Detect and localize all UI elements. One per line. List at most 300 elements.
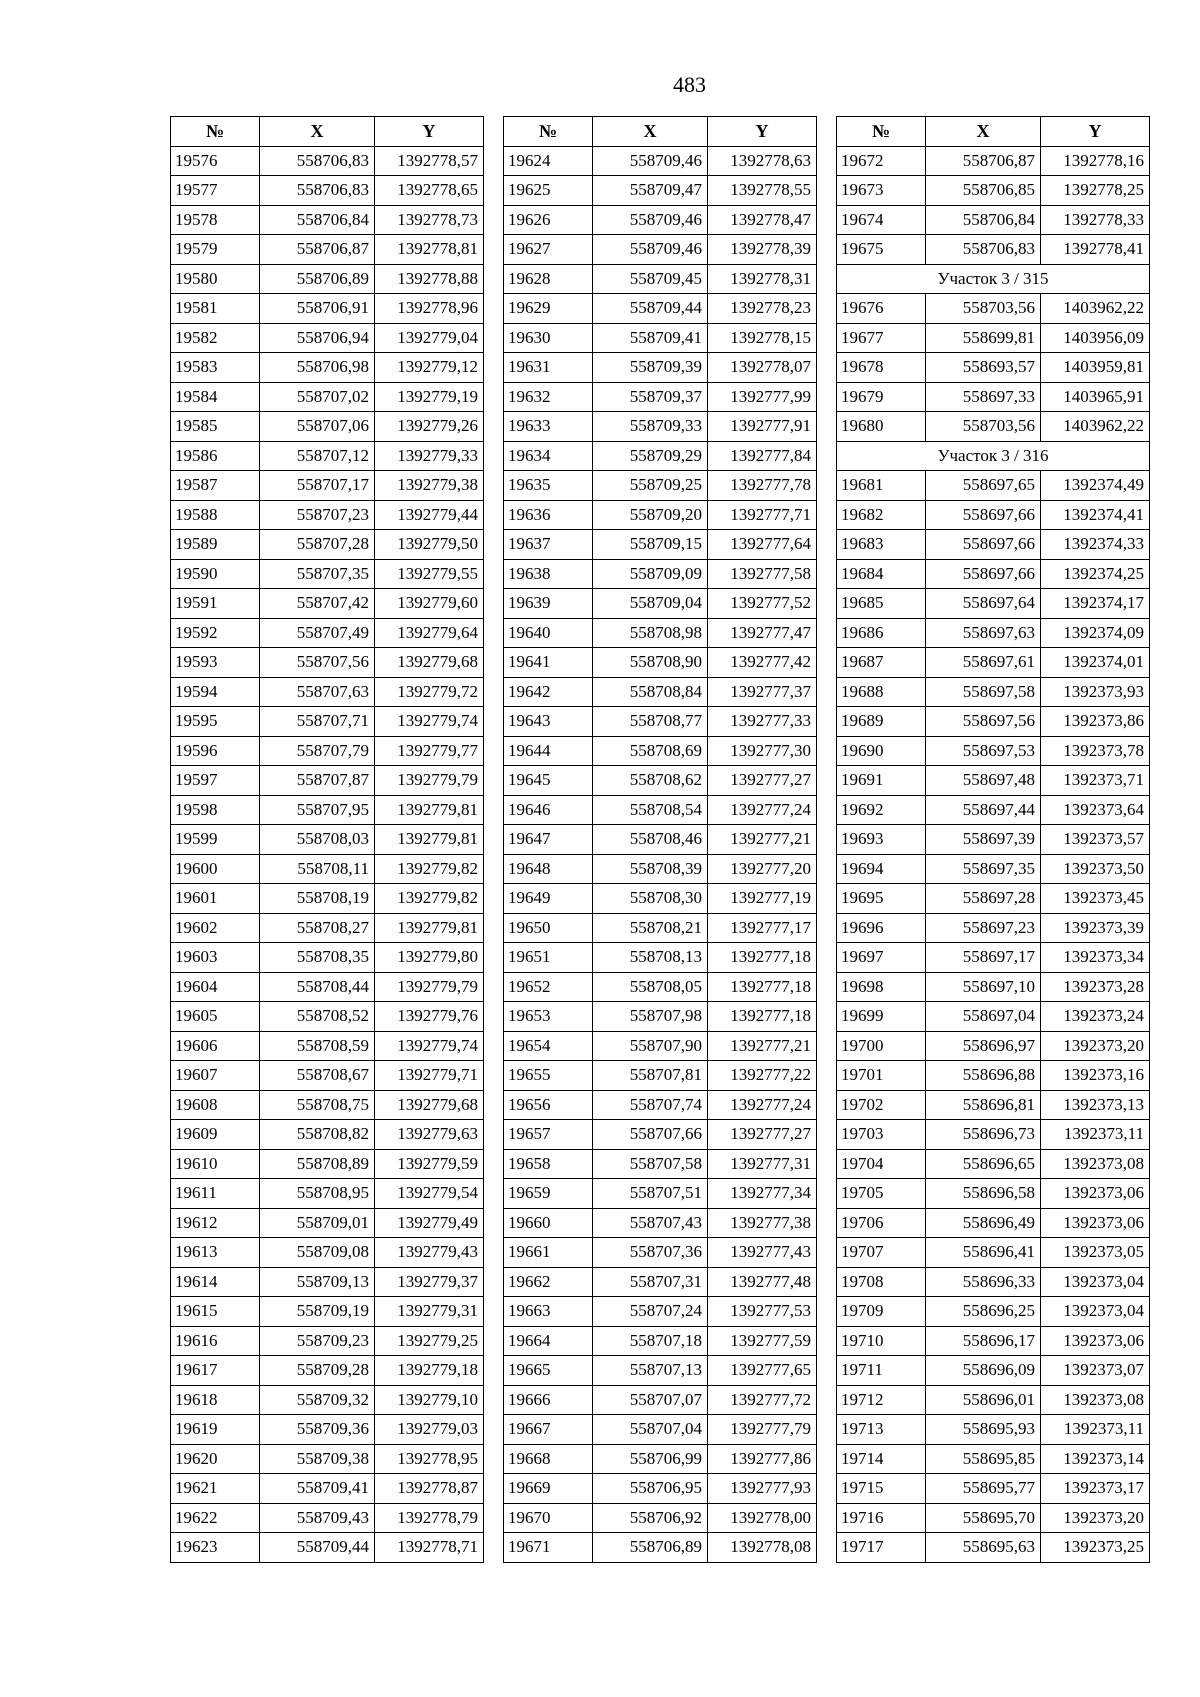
point-number-cell: 19627	[504, 235, 593, 265]
x-coordinate-cell: 558708,82	[260, 1120, 375, 1150]
y-coordinate-cell: 1392778,81	[375, 235, 484, 265]
table-row	[837, 972, 1150, 1002]
x-coordinate-cell: 558697,64	[926, 589, 1041, 619]
x-coordinate-cell: 558708,69	[593, 736, 708, 766]
y-coordinate-cell: 1392777,48	[708, 1267, 817, 1297]
point-number-cell: 19584	[171, 382, 260, 412]
x-coordinate-cell: 558707,18	[593, 1326, 708, 1356]
table-row	[504, 382, 817, 412]
point-number-cell: 19716	[837, 1503, 926, 1533]
table-row	[837, 1474, 1150, 1504]
y-coordinate-cell: 1392373,20	[1041, 1031, 1150, 1061]
table-row	[171, 795, 484, 825]
table-row	[504, 1149, 817, 1179]
y-coordinate-cell: 1392777,24	[708, 1090, 817, 1120]
point-number-cell: 19622	[171, 1503, 260, 1533]
x-coordinate-cell: 558697,58	[926, 677, 1041, 707]
y-coordinate-cell: 1392778,00	[708, 1503, 817, 1533]
x-coordinate-cell: 558696,17	[926, 1326, 1041, 1356]
y-coordinate-cell: 1392373,17	[1041, 1474, 1150, 1504]
x-coordinate-cell: 558707,98	[593, 1002, 708, 1032]
table-row	[171, 1031, 484, 1061]
y-coordinate-cell: 1392779,68	[375, 648, 484, 678]
x-coordinate-cell: 558708,98	[593, 618, 708, 648]
point-number-cell: 19714	[837, 1444, 926, 1474]
table-row	[171, 530, 484, 560]
y-coordinate-cell: 1392779,68	[375, 1090, 484, 1120]
y-coordinate-cell: 1392779,81	[375, 795, 484, 825]
y-coordinate-cell: 1392373,06	[1041, 1179, 1150, 1209]
y-coordinate-cell: 1392778,71	[375, 1533, 484, 1563]
y-coordinate-cell: 1392777,58	[708, 559, 817, 589]
point-number-cell: 19692	[837, 795, 926, 825]
table-row	[837, 1149, 1150, 1179]
x-coordinate-cell: 558708,59	[260, 1031, 375, 1061]
table-row	[504, 530, 817, 560]
x-coordinate-cell: 558709,47	[593, 176, 708, 206]
y-coordinate-cell: 1392777,21	[708, 1031, 817, 1061]
table-row	[837, 1356, 1150, 1386]
x-coordinate-cell: 558709,33	[593, 412, 708, 442]
point-number-cell: 19715	[837, 1474, 926, 1504]
table-row	[837, 412, 1150, 442]
x-coordinate-cell: 558708,75	[260, 1090, 375, 1120]
point-number-cell: 19697	[837, 943, 926, 973]
point-number-cell: 19609	[171, 1120, 260, 1150]
y-coordinate-cell: 1392777,79	[708, 1415, 817, 1445]
table-row	[504, 1208, 817, 1238]
x-coordinate-cell: 558697,23	[926, 913, 1041, 943]
point-number-cell: 19603	[171, 943, 260, 973]
table-row	[504, 913, 817, 943]
section-label: Участок 3 / 315	[837, 264, 1150, 294]
y-coordinate-cell: 1392778,55	[708, 176, 817, 206]
table-row	[837, 1238, 1150, 1268]
point-number-cell: 19675	[837, 235, 926, 265]
table-row	[171, 441, 484, 471]
x-coordinate-cell: 558707,36	[593, 1238, 708, 1268]
x-coordinate-cell: 558708,39	[593, 854, 708, 884]
point-number-cell: 19619	[171, 1415, 260, 1445]
x-coordinate-cell: 558709,44	[260, 1533, 375, 1563]
y-coordinate-cell: 1392777,93	[708, 1474, 817, 1504]
table-row	[171, 884, 484, 914]
y-coordinate-cell: 1392779,33	[375, 441, 484, 471]
table-row	[837, 353, 1150, 383]
x-coordinate-cell: 558707,51	[593, 1179, 708, 1209]
y-coordinate-cell: 1392374,01	[1041, 648, 1150, 678]
table-row	[837, 1120, 1150, 1150]
y-coordinate-cell: 1392779,25	[375, 1326, 484, 1356]
table-row	[171, 972, 484, 1002]
x-coordinate-cell: 558709,43	[260, 1503, 375, 1533]
y-coordinate-cell: 1392779,82	[375, 854, 484, 884]
point-number-cell: 19709	[837, 1297, 926, 1327]
table-row	[504, 795, 817, 825]
y-coordinate-cell: 1392777,27	[708, 766, 817, 796]
x-coordinate-cell: 558706,87	[926, 146, 1041, 176]
coordinates-table-3	[836, 116, 1150, 1563]
x-coordinate-cell: 558708,52	[260, 1002, 375, 1032]
y-coordinate-cell: 1392778,65	[375, 176, 484, 206]
table-row	[837, 294, 1150, 324]
table-header-row	[837, 117, 1150, 147]
y-coordinate-cell: 1392779,81	[375, 913, 484, 943]
x-coordinate-cell: 558707,06	[260, 412, 375, 442]
table-row	[171, 1002, 484, 1032]
point-number-cell: 19690	[837, 736, 926, 766]
header-x: X	[926, 117, 1041, 147]
x-coordinate-cell: 558709,44	[593, 294, 708, 324]
x-coordinate-cell: 558708,89	[260, 1149, 375, 1179]
y-coordinate-cell: 1392779,60	[375, 589, 484, 619]
y-coordinate-cell: 1392777,21	[708, 825, 817, 855]
table-row	[504, 146, 817, 176]
table-row	[837, 589, 1150, 619]
y-coordinate-cell: 1392373,78	[1041, 736, 1150, 766]
y-coordinate-cell: 1392779,44	[375, 500, 484, 530]
y-coordinate-cell: 1392373,05	[1041, 1238, 1150, 1268]
y-coordinate-cell: 1392373,57	[1041, 825, 1150, 855]
table-row	[504, 1002, 817, 1032]
y-coordinate-cell: 1392777,71	[708, 500, 817, 530]
x-coordinate-cell: 558709,04	[593, 589, 708, 619]
table-row	[171, 1061, 484, 1091]
point-number-cell: 19606	[171, 1031, 260, 1061]
table-header-row	[171, 117, 484, 147]
point-number-cell: 19594	[171, 677, 260, 707]
y-coordinate-cell: 1392373,06	[1041, 1326, 1150, 1356]
y-coordinate-cell: 1392779,38	[375, 471, 484, 501]
y-coordinate-cell: 1392777,37	[708, 677, 817, 707]
x-coordinate-cell: 558706,83	[926, 235, 1041, 265]
table-row	[171, 1533, 484, 1563]
table-row	[504, 1503, 817, 1533]
y-coordinate-cell: 1392779,12	[375, 353, 484, 383]
y-coordinate-cell: 1392374,49	[1041, 471, 1150, 501]
point-number-cell: 19704	[837, 1149, 926, 1179]
table-row	[837, 1267, 1150, 1297]
point-number-cell: 19667	[504, 1415, 593, 1445]
table-row	[504, 677, 817, 707]
y-coordinate-cell: 1392779,03	[375, 1415, 484, 1445]
y-coordinate-cell: 1392373,04	[1041, 1297, 1150, 1327]
x-coordinate-cell: 558708,19	[260, 884, 375, 914]
point-number-cell: 19576	[171, 146, 260, 176]
x-coordinate-cell: 558709,46	[593, 235, 708, 265]
table-row	[504, 1238, 817, 1268]
header-x: X	[260, 117, 375, 147]
y-coordinate-cell: 1392779,79	[375, 972, 484, 1002]
point-number-cell: 19695	[837, 884, 926, 914]
x-coordinate-cell: 558695,70	[926, 1503, 1041, 1533]
table-row	[171, 176, 484, 206]
x-coordinate-cell: 558707,02	[260, 382, 375, 412]
table-row	[837, 825, 1150, 855]
table-row	[171, 1267, 484, 1297]
point-number-cell: 19589	[171, 530, 260, 560]
y-coordinate-cell: 1392778,25	[1041, 176, 1150, 206]
x-coordinate-cell: 558708,90	[593, 648, 708, 678]
x-coordinate-cell: 558697,44	[926, 795, 1041, 825]
y-coordinate-cell: 1392777,52	[708, 589, 817, 619]
table-row	[171, 500, 484, 530]
y-coordinate-cell: 1392777,91	[708, 412, 817, 442]
y-coordinate-cell: 1392779,49	[375, 1208, 484, 1238]
point-number-cell: 19586	[171, 441, 260, 471]
x-coordinate-cell: 558707,17	[260, 471, 375, 501]
y-coordinate-cell: 1392777,20	[708, 854, 817, 884]
point-number-cell: 19658	[504, 1149, 593, 1179]
y-coordinate-cell: 1392778,39	[708, 235, 817, 265]
point-number-cell: 19577	[171, 176, 260, 206]
y-coordinate-cell: 1392779,19	[375, 382, 484, 412]
point-number-cell: 19684	[837, 559, 926, 589]
point-number-cell: 19588	[171, 500, 260, 530]
y-coordinate-cell: 1392777,38	[708, 1208, 817, 1238]
y-coordinate-cell: 1392779,76	[375, 1002, 484, 1032]
y-coordinate-cell: 1392373,34	[1041, 943, 1150, 973]
point-number-cell: 19687	[837, 648, 926, 678]
x-coordinate-cell: 558696,58	[926, 1179, 1041, 1209]
y-coordinate-cell: 1392779,59	[375, 1149, 484, 1179]
table-row	[504, 294, 817, 324]
table-row	[837, 235, 1150, 265]
y-coordinate-cell: 1392779,72	[375, 677, 484, 707]
x-coordinate-cell: 558707,90	[593, 1031, 708, 1061]
x-coordinate-cell: 558707,95	[260, 795, 375, 825]
x-coordinate-cell: 558707,87	[260, 766, 375, 796]
y-coordinate-cell: 1392777,34	[708, 1179, 817, 1209]
x-coordinate-cell: 558706,89	[593, 1533, 708, 1563]
table-row	[504, 589, 817, 619]
y-coordinate-cell: 1392373,20	[1041, 1503, 1150, 1533]
y-coordinate-cell: 1403962,22	[1041, 412, 1150, 442]
x-coordinate-cell: 558697,10	[926, 972, 1041, 1002]
table-row	[837, 1503, 1150, 1533]
point-number-cell: 19599	[171, 825, 260, 855]
y-coordinate-cell: 1392778,57	[375, 146, 484, 176]
x-coordinate-cell: 558708,84	[593, 677, 708, 707]
x-coordinate-cell: 558697,28	[926, 884, 1041, 914]
y-coordinate-cell: 1392373,08	[1041, 1149, 1150, 1179]
point-number-cell: 19700	[837, 1031, 926, 1061]
x-coordinate-cell: 558709,46	[593, 146, 708, 176]
table-row	[837, 1297, 1150, 1327]
table-row	[504, 1179, 817, 1209]
y-coordinate-cell: 1392777,78	[708, 471, 817, 501]
table-row	[171, 353, 484, 383]
table-row	[837, 205, 1150, 235]
x-coordinate-cell: 558707,42	[260, 589, 375, 619]
y-coordinate-cell: 1392779,55	[375, 559, 484, 589]
x-coordinate-cell: 558708,44	[260, 972, 375, 1002]
table-row	[504, 176, 817, 206]
x-coordinate-cell: 558706,99	[593, 1444, 708, 1474]
point-number-cell: 19648	[504, 854, 593, 884]
y-coordinate-cell: 1392373,39	[1041, 913, 1150, 943]
x-coordinate-cell: 558703,56	[926, 412, 1041, 442]
point-number-cell: 19612	[171, 1208, 260, 1238]
point-number-cell: 19607	[171, 1061, 260, 1091]
table-row	[171, 766, 484, 796]
table-row	[837, 648, 1150, 678]
table-row	[171, 205, 484, 235]
x-coordinate-cell: 558699,81	[926, 323, 1041, 353]
point-number-cell: 19620	[171, 1444, 260, 1474]
table-row	[504, 1356, 817, 1386]
table-row	[837, 943, 1150, 973]
x-coordinate-cell: 558695,63	[926, 1533, 1041, 1563]
table-row	[171, 854, 484, 884]
table-row	[171, 1090, 484, 1120]
point-number-cell: 19604	[171, 972, 260, 1002]
point-number-cell: 19595	[171, 707, 260, 737]
x-coordinate-cell: 558706,83	[260, 146, 375, 176]
x-coordinate-cell: 558697,66	[926, 500, 1041, 530]
table-row	[837, 382, 1150, 412]
y-coordinate-cell: 1392374,41	[1041, 500, 1150, 530]
y-coordinate-cell: 1392778,88	[375, 264, 484, 294]
y-coordinate-cell: 1392778,95	[375, 1444, 484, 1474]
y-coordinate-cell: 1392779,26	[375, 412, 484, 442]
y-coordinate-cell: 1392373,45	[1041, 884, 1150, 914]
y-coordinate-cell: 1392373,04	[1041, 1267, 1150, 1297]
point-number-cell: 19582	[171, 323, 260, 353]
point-number-cell: 19580	[171, 264, 260, 294]
table-row	[837, 471, 1150, 501]
table-row	[504, 441, 817, 471]
point-number-cell: 19679	[837, 382, 926, 412]
y-coordinate-cell: 1392777,24	[708, 795, 817, 825]
y-coordinate-cell: 1392373,50	[1041, 854, 1150, 884]
point-number-cell: 19671	[504, 1533, 593, 1563]
x-coordinate-cell: 558709,09	[593, 559, 708, 589]
point-number-cell: 19585	[171, 412, 260, 442]
x-coordinate-cell: 558696,65	[926, 1149, 1041, 1179]
table-row	[504, 972, 817, 1002]
x-coordinate-cell: 558709,41	[593, 323, 708, 353]
point-number-cell: 19680	[837, 412, 926, 442]
point-number-cell: 19677	[837, 323, 926, 353]
table-row	[504, 766, 817, 796]
table-row	[837, 176, 1150, 206]
table-row	[171, 412, 484, 442]
x-coordinate-cell: 558706,83	[260, 176, 375, 206]
point-number-cell: 19587	[171, 471, 260, 501]
point-number-cell: 19629	[504, 294, 593, 324]
table-row	[171, 736, 484, 766]
x-coordinate-cell: 558696,09	[926, 1356, 1041, 1386]
table-row	[504, 1090, 817, 1120]
point-number-cell: 19600	[171, 854, 260, 884]
y-coordinate-cell: 1392778,31	[708, 264, 817, 294]
table-header-row	[504, 117, 817, 147]
table-row	[171, 1415, 484, 1445]
table-row	[171, 1326, 484, 1356]
y-coordinate-cell: 1392777,53	[708, 1297, 817, 1327]
point-number-cell: 19611	[171, 1179, 260, 1209]
x-coordinate-cell: 558707,58	[593, 1149, 708, 1179]
point-number-cell: 19640	[504, 618, 593, 648]
table-row	[171, 1356, 484, 1386]
point-number-cell: 19701	[837, 1061, 926, 1091]
x-coordinate-cell: 558697,53	[926, 736, 1041, 766]
table-row	[171, 471, 484, 501]
table-row	[837, 913, 1150, 943]
y-coordinate-cell: 1392779,37	[375, 1267, 484, 1297]
point-number-cell: 19656	[504, 1090, 593, 1120]
point-number-cell: 19670	[504, 1503, 593, 1533]
y-coordinate-cell: 1392373,25	[1041, 1533, 1150, 1563]
table-row	[171, 589, 484, 619]
point-number-cell: 19601	[171, 884, 260, 914]
point-number-cell: 19630	[504, 323, 593, 353]
x-coordinate-cell: 558707,13	[593, 1356, 708, 1386]
point-number-cell: 19706	[837, 1208, 926, 1238]
point-number-cell: 19634	[504, 441, 593, 471]
table-row	[837, 736, 1150, 766]
point-number-cell: 19705	[837, 1179, 926, 1209]
x-coordinate-cell: 558706,84	[260, 205, 375, 235]
table-row	[837, 1002, 1150, 1032]
x-coordinate-cell: 558709,15	[593, 530, 708, 560]
x-coordinate-cell: 558695,93	[926, 1415, 1041, 1445]
table-row	[171, 146, 484, 176]
table-row	[504, 943, 817, 973]
y-coordinate-cell: 1392777,17	[708, 913, 817, 943]
x-coordinate-cell: 558707,49	[260, 618, 375, 648]
header-number: №	[837, 117, 926, 147]
point-number-cell: 19615	[171, 1297, 260, 1327]
point-number-cell: 19590	[171, 559, 260, 589]
table-row	[171, 264, 484, 294]
x-coordinate-cell: 558697,66	[926, 559, 1041, 589]
point-number-cell: 19596	[171, 736, 260, 766]
point-number-cell: 19616	[171, 1326, 260, 1356]
y-coordinate-cell: 1392777,30	[708, 736, 817, 766]
table-row	[837, 1533, 1150, 1563]
y-coordinate-cell: 1392373,28	[1041, 972, 1150, 1002]
page-number: 483	[673, 72, 706, 97]
x-coordinate-cell: 558697,39	[926, 825, 1041, 855]
x-coordinate-cell: 558695,77	[926, 1474, 1041, 1504]
x-coordinate-cell: 558696,25	[926, 1297, 1041, 1327]
y-coordinate-cell: 1392779,79	[375, 766, 484, 796]
y-coordinate-cell: 1392777,42	[708, 648, 817, 678]
y-coordinate-cell: 1392777,43	[708, 1238, 817, 1268]
y-coordinate-cell: 1392777,47	[708, 618, 817, 648]
x-coordinate-cell: 558709,25	[593, 471, 708, 501]
table-row	[171, 1503, 484, 1533]
x-coordinate-cell: 558706,84	[926, 205, 1041, 235]
table-row	[504, 854, 817, 884]
point-number-cell: 19593	[171, 648, 260, 678]
x-coordinate-cell: 558696,73	[926, 1120, 1041, 1150]
point-number-cell: 19598	[171, 795, 260, 825]
header-y: Y	[375, 117, 484, 147]
x-coordinate-cell: 558709,45	[593, 264, 708, 294]
point-number-cell: 19660	[504, 1208, 593, 1238]
x-coordinate-cell: 558696,33	[926, 1267, 1041, 1297]
point-number-cell: 19703	[837, 1120, 926, 1150]
point-number-cell: 19633	[504, 412, 593, 442]
table-row	[837, 618, 1150, 648]
point-number-cell: 19614	[171, 1267, 260, 1297]
point-number-cell: 19674	[837, 205, 926, 235]
table-row	[171, 1120, 484, 1150]
header-x: X	[593, 117, 708, 147]
